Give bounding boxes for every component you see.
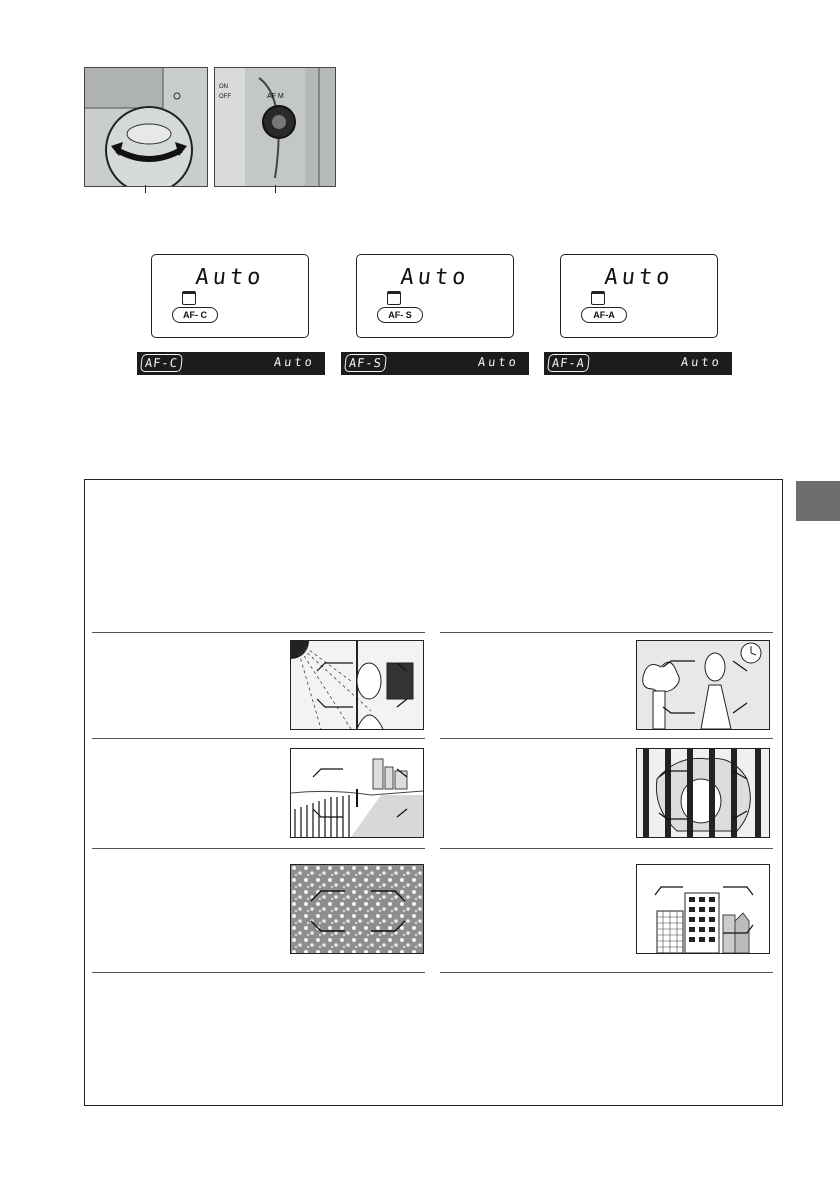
table-rule-1-left (92, 738, 425, 739)
viewfinder-area-text: Auto (477, 355, 520, 369)
table-rule-bottom-right (440, 972, 773, 973)
table-rule-2-left (92, 848, 425, 849)
control-panel-lcd-afc (151, 254, 309, 338)
camera-rear-dial-photo (84, 67, 208, 187)
viewfinder-mode-code: AF-C (140, 354, 183, 372)
scene-illustration-pattern (290, 864, 424, 954)
af-area-icon (387, 291, 401, 305)
af-mode-label: AF-A (581, 307, 627, 323)
scene-illustration-geometric (636, 864, 770, 954)
table-rule-2-right (440, 848, 773, 849)
table-rule-top-left (92, 632, 425, 633)
control-panel-lcd-afa (560, 254, 718, 338)
table-rule-bottom-left (92, 972, 425, 973)
table-rule-top-right (440, 632, 773, 633)
lcd-mode-text: Auto (194, 265, 266, 290)
chapter-tab (796, 481, 840, 521)
lcd-mode-text: Auto (399, 265, 471, 290)
sub-command-dial-icon (85, 68, 207, 186)
table-rule-1-right (440, 738, 773, 739)
af-mode-label: AF- C (172, 307, 218, 323)
camera-front-button-photo (214, 67, 336, 187)
lcd-mode-text: Auto (603, 265, 675, 290)
viewfinder-bar-afs (341, 352, 529, 375)
svg-text:AF M: AF M (267, 93, 284, 100)
svg-text:ON: ON (219, 84, 228, 90)
scene-illustration-backlit (290, 640, 424, 730)
scene-illustration-small-subject (290, 748, 424, 838)
viewfinder-mode-code: AF-A (547, 354, 590, 372)
viewfinder-area-text: Auto (273, 355, 316, 369)
viewfinder-mode-code: AF-S (344, 354, 387, 372)
dial-callout-line (145, 185, 146, 193)
scene-illustration-contrast (636, 640, 770, 730)
af-mode-label: AF- S (377, 307, 423, 323)
af-area-icon (182, 291, 196, 305)
viewfinder-bar-afa (544, 352, 732, 375)
button-callout-line (275, 185, 276, 193)
viewfinder-area-text: Auto (680, 355, 723, 369)
scene-illustration-cage (636, 748, 770, 838)
control-panel-lcd-afs (356, 254, 514, 338)
viewfinder-bar-afc (137, 352, 325, 375)
af-mode-button-icon (215, 68, 335, 186)
af-area-icon (591, 291, 605, 305)
svg-text:OFF: OFF (219, 94, 231, 100)
